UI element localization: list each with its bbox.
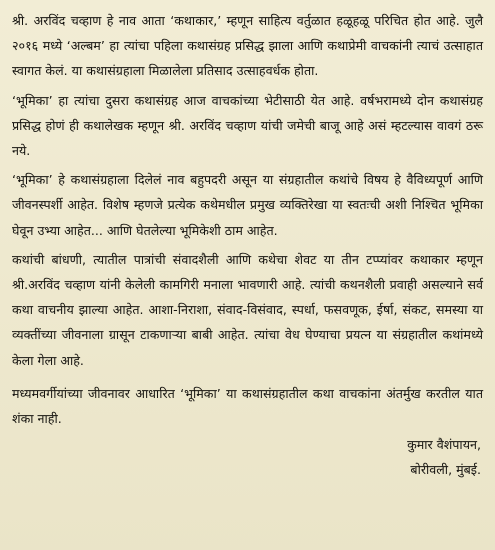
- paragraph-gap: [12, 373, 483, 381]
- signature-place: बोरीवली, मुंबई.: [410, 462, 481, 478]
- paragraph-1: श्री. अरविंद चव्हाण हे नाव आता ‘कथाकार,’ म्हणून साहित्य वर्तुळात हळूहळू परिचित होत आहे. जुलै २०१६ मध्ये ‘अल्बम’ हा त्यांचा पहिला कथासंग्रह प्रसिद्ध झाला आणि कथाप्रेमी वाचकांनी त्याचं उत्साहात स्वागत केलं. या कथासंग्रहाला मिळालेला प्रतिसाद उत्साहवर्धक होता.: [12, 13, 483, 79]
- paragraph-3: ‘भूमिका’ हे कथासंग्रहाला दिलेलं नाव बहुपदरी असून या संग्रहातील कथांचे विषय हे वैविध्यपूर्ण आणि जीवनस्पर्शी आहेत. विशेष म्हणजे प्रत्येक कथेमधील प्रमुख व्यक्तिरेखा या स्वतःची अशी निश्चित भूमिका घेवून उभ्या आहेत... आणि घेतलेल्या भूमिकेशी ठाम आहेत.: [12, 172, 483, 238]
- signature-name: कुमार वैशंपायन,: [407, 437, 481, 453]
- paragraph-4: कथांची बांधणी, त्यातील पात्रांची संवादशैली आणि कथेचा शेवट या तीन टप्प्यांवर कथाकार म्हणून श्री.अरविंद चव्हाण यांनी केलेली कामगिरी मनाला भावणारी आहे. त्यांची कथनशैली प्रवाही असल्याने सर्व कथा वाचनीय झाल्या आहेत. आशा-निराशा, संवाद-विसंवाद, स्पर्धा, फसवणूक, ईर्षा, संकट, समस्या या व्यक्तींच्या जीवनाला ग्रासून टाकणाऱ्या बाबी आहेत. त्यांचा वेध घेण्याचा प्रयत्न या संग्रहातील कथांमध्ये केला गेला आहे.: [12, 251, 483, 368]
- signature-block: [12, 432, 483, 482]
- paragraph-5: मध्यमवर्गीयांच्या जीवनावर आधारित ‘भूमिका’ या कथासंग्रहातील कथा वाचकांना अंतर्मुख करतील यात शंका नाही.: [12, 385, 483, 427]
- paragraph-2: ‘भूमिका’ हा त्यांचा दुसरा कथासंग्रह आज वाचकांच्या भेटीसाठी येत आहे. वर्षभरामध्ये दोन कथासंग्रह प्रसिद्ध होणं ही कथालेखक म्हणून श्री. अरविंद चव्हाण यांची जमेची बाजू आहे असं म्हटल्यास वावगं ठरू नये.: [12, 92, 483, 159]
